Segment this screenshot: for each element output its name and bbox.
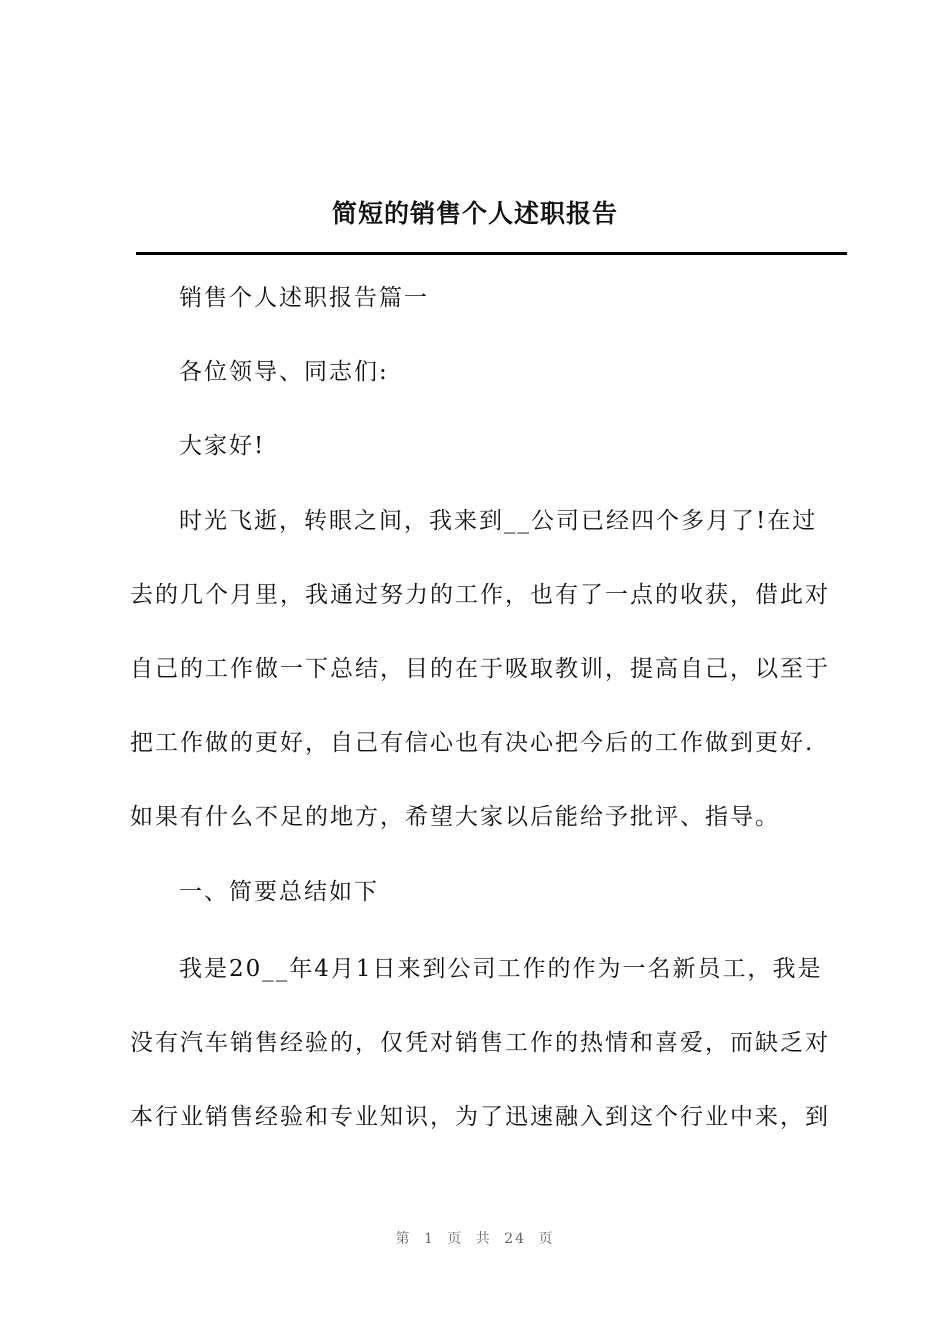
paragraph-line: 自己的工作做一下总结，目的在于吸取教训，提高自己，以至于: [130, 656, 830, 682]
paragraph-line: 时光飞逝，转眼之间，我来到__公司已经四个多月了!在过: [179, 508, 818, 534]
paragraph-line: 没有汽车销售经验的，仅凭对销售工作的热情和喜爱，而缺乏对: [130, 1030, 830, 1056]
section-heading: 销售个人述职报告篇一: [179, 285, 429, 311]
paragraph-line: 去的几个月里，我通过努力的工作，也有了一点的收获，借此对: [130, 582, 830, 608]
title-rule: [136, 252, 847, 255]
page-footer: 第 1 页 共 24 页: [395, 1231, 555, 1247]
paragraph-line: 我是20__年4月1日来到公司工作的作为一名新员工，我是: [179, 956, 823, 982]
subsection-heading: 一、简要总结如下: [179, 879, 379, 905]
salutation: 各位领导、同志们:: [179, 359, 389, 385]
document-title: 简短的销售个人述职报告: [331, 199, 618, 228]
paragraph-line: 本行业销售经验和专业知识，为了迅速融入到这个行业中来，到: [130, 1104, 830, 1130]
greeting: 大家好!: [179, 433, 266, 459]
paragraph-line: 把工作做的更好，自己有信心也有决心把今后的工作做到更好.: [130, 730, 815, 756]
paragraph-line: 如果有什么不足的地方，希望大家以后能给予批评、指导。: [130, 804, 780, 830]
